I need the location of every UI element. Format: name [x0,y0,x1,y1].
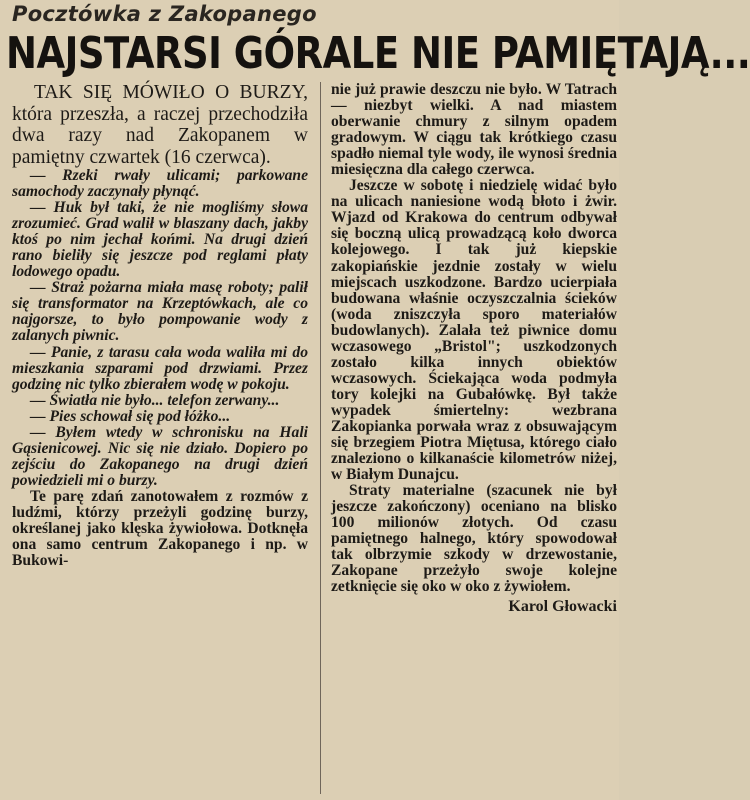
quote-paragraph: — Światła nie było... telefon zerwany... [30,391,280,409]
quote-paragraph: — Pies schował się pod łóżko... [30,407,231,425]
quote-paragraph: — Byłem wtedy w schronisku na Hali Gąsienicowej. Nic się nie działo. Dopiero po zejściu do Zakopanego na drugi dzień powiedzieli mi o burzy. [12,423,308,489]
quote-paragraph: — Rzeki rwały ulicami; parkowane samochody zaczynały płynąć. [12,167,308,201]
body-paragraph: Te parę zdań zanotowałem z rozmów z ludźmi, którzy przeżyli godzinę burzy, określanej jako klęska żywiołowa. Dotknęła ona samo centrum Zakopanego i np. w Bukowi- [12,487,308,570]
left-column [12,82,308,569]
headline: NAJSTARSI GÓRALE NIE PAMIĘTAJĄ... [6,28,750,79]
quote-paragraph: — Panie, z tarasu cała woda waliła mi do mieszkania szparami pod drzwiami. Przez godzinę nic tylko zbierałem wodę w pokoju. [12,343,308,393]
lead-paragraph: TAK SIĘ MÓWIŁO O BURZY, która przeszła, a raczej przechodziła dwa razy nad Zakopanem w pamiętny czwartek (16 czerwca). [12,82,308,168]
body-paragraph: Jeszcze w sobotę i niedzielę widać było na ulicach naniesione wodą błoto i żwir. Wjazd od Krakowa do centrum odbywał się boczną ulicą prowadzącą koło dworca kolejowego. I tak już kiepskie zakopiańskie jezdnie zostały w wielu miejscach uszkodzone. Bardzo ucierpiała budowana właśnie oczyszczalnia ścieków (woda zniszczyła sporo materiałów budowlanych). Zalała też piwnice domu wczasowego „Bristol"; uszkodzonych zostało kilka innych obiektów wczasowych. Ściekająca woda podmyła tory kolejki na Gubałówkę. Był także wypadek śmiertelny: wezbrana Zakopianka porwała wraz z obsuwającym się brzegiem Piotra Miętusa, którego ciało znaleziono o kilkanaście kilometrów niżej, w Białym Dunajcu. [331,177,617,484]
author-signature: Karol Głowacki [508,597,617,615]
right-column [331,82,617,615]
section-label: Pocztówka z Zakopanego [12,2,317,26]
column-divider [320,82,321,794]
quote-paragraph: — Huk był taki, że nie mogliśmy słowa zrozumieć. Grad walił w blaszany dach, jakby ktoś po nim jechał końmi. Na drugi dzień rano bieliły się jeszcze pod reglami płaty lodowego opadu. [12,199,308,281]
body-paragraph: Straty materialne (szacunek nie był jeszcze zakończony) oceniano na blisko 100 milionów złotych. Od czasu pamiętnego halnego, który spowodował tak olbrzymie szkody w drzewostanie, Zakopane przeżyło swoje kolejne zetknięcie się oko w oko z żywiołem. [331,482,617,596]
quote-paragraph: — Straż pożarna miała masę roboty; palił się transformator na Krzeptówkach, ale co najgorsze, to było pompowanie wody z zalanych piwnic. [12,279,308,345]
body-paragraph: nie już prawie deszczu nie było. W Tatrach — niezbyt wielki. A nad miastem oberwanie chmury z silnym opadem gradowym. W ciągu tak krótkiego czasu spadło niemal tyle wody, ile wynosi średnia miesięczna dla całego czerwca. [331,81,617,179]
